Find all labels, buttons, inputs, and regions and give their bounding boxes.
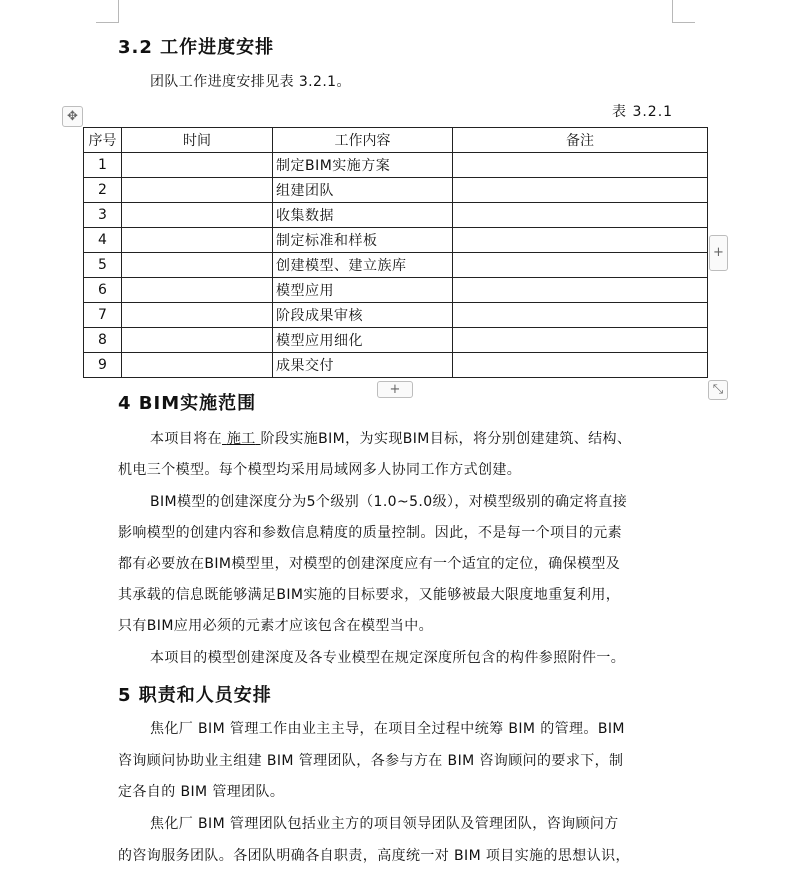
paragraph-line: 咨询顾问协助业主组建 BIM 管理团队，各参与方在 BIM 咨询顾问的要求下，制 (118, 753, 624, 769)
schedule-table (83, 127, 708, 378)
plus-icon: + (389, 382, 401, 397)
paragraph-text: 本项目将在 (150, 431, 222, 447)
paragraph-line: 焦化厂 BIM 管理团队包括业主方的项目领导团队及管理团队，咨询顾问方 (150, 816, 619, 832)
row-number[interactable]: 5 (84, 253, 122, 278)
time-cell[interactable] (122, 253, 273, 278)
row-number[interactable]: 9 (84, 353, 122, 378)
section-heading-3-2: 3.2 工作进度安排 (118, 37, 275, 58)
time-cell[interactable] (122, 353, 273, 378)
table-row (84, 253, 708, 278)
paragraph-line: 定各自的 BIM 管理团队。 (118, 784, 285, 800)
paragraph-line: BIM模型的创建深度分为5个级别（1.0~5.0级），对模型级别的确定将直接 (150, 494, 628, 510)
table-header-row (84, 128, 708, 153)
paragraph-line: 机电三个模型。每个模型均采用局域网多人协同工作方式创建。 (118, 462, 522, 478)
header-cell: 工作内容 (273, 128, 453, 153)
row-number[interactable]: 6 (84, 278, 122, 303)
time-cell[interactable] (122, 303, 273, 328)
time-cell[interactable] (122, 328, 273, 353)
work-content-cell[interactable]: 模型应用细化 (273, 328, 453, 353)
time-cell[interactable] (122, 278, 273, 303)
note-cell[interactable] (453, 153, 708, 178)
work-content-cell[interactable]: 制定标准和样板 (273, 228, 453, 253)
table-move-handle-icon[interactable]: ✥ (62, 106, 83, 127)
paragraph-line (150, 428, 631, 448)
note-cell[interactable] (453, 203, 708, 228)
note-cell[interactable] (453, 178, 708, 203)
work-content-cell[interactable]: 阶段成果审核 (273, 303, 453, 328)
row-number[interactable]: 4 (84, 228, 122, 253)
row-number[interactable]: 8 (84, 328, 122, 353)
paragraph-line: 只有BIM应用必须的元素才应该包含在模型当中。 (118, 618, 434, 634)
table-row (84, 203, 708, 228)
work-content-cell[interactable]: 模型应用 (273, 278, 453, 303)
note-cell[interactable] (453, 278, 708, 303)
row-number[interactable]: 3 (84, 203, 122, 228)
work-content-cell[interactable]: 创建模型、建立族库 (273, 253, 453, 278)
header-cell: 备注 (453, 128, 708, 153)
add-row-button[interactable] (377, 381, 413, 398)
table-caption: 表 3.2.1 (612, 104, 674, 120)
work-content-cell[interactable]: 收集数据 (273, 203, 453, 228)
time-cell[interactable] (122, 153, 273, 178)
table-row (84, 353, 708, 378)
blank-value: 施工 (226, 431, 256, 447)
work-content-cell[interactable]: 成果交付 (273, 353, 453, 378)
note-cell[interactable] (453, 303, 708, 328)
work-content-cell[interactable]: 制定BIM实施方案 (273, 153, 453, 178)
paragraph-line: 的咨询服务团队。各团队明确各自职责，高度统一对 BIM 项目实施的思想认识， (118, 848, 630, 864)
table-row (84, 278, 708, 303)
table-row (84, 228, 708, 253)
paragraph-line: 都有必要放在BIM模型里，对模型的创建深度应有一个适宜的定位，确保模型及 (118, 556, 621, 572)
page-corner-mark-left (96, 0, 119, 23)
header-cell: 序号 (84, 128, 122, 153)
row-number[interactable]: 7 (84, 303, 122, 328)
paragraph-line: 本项目的模型创建深度及各专业模型在规定深度所包含的构件参照附件一。 (150, 650, 626, 666)
table-row (84, 153, 708, 178)
header-cell: 时间 (122, 128, 273, 153)
work-content-cell[interactable]: 组建团队 (273, 178, 453, 203)
plus-icon: + (713, 245, 724, 260)
note-cell[interactable] (453, 328, 708, 353)
note-cell[interactable] (453, 228, 708, 253)
section-intro: 团队工作进度安排见表 3.2.1。 (150, 74, 351, 90)
paragraph-line: 焦化厂 BIM 管理工作由业主主导，在项目全过程中统筹 BIM 的管理。BIM (150, 721, 625, 737)
table-row (84, 178, 708, 203)
section-heading-5: 5 职责和人员安排 (118, 685, 272, 706)
section-heading-4: 4 BIM实施范围 (118, 393, 257, 414)
table-row (84, 303, 708, 328)
table-row (84, 328, 708, 353)
paragraph-text: 阶段实施BIM，为实现BIM目标，将分别创建建筑、结构、 (260, 431, 632, 447)
row-number[interactable]: 2 (84, 178, 122, 203)
paragraph-line: 其承载的信息既能够满足BIM实施的目标要求，又能够被最大限度地重复利用， (118, 587, 621, 603)
time-cell[interactable] (122, 203, 273, 228)
add-column-button[interactable] (709, 235, 728, 271)
page-corner-mark-right (672, 0, 695, 23)
note-cell[interactable] (453, 253, 708, 278)
time-cell[interactable] (122, 228, 273, 253)
paragraph-line: 影响模型的创建内容和参数信息精度的质量控制。因此，不是每一个项目的元素 (118, 525, 622, 541)
row-number[interactable]: 1 (84, 153, 122, 178)
underlined-blank (222, 431, 261, 447)
table-resize-handle-icon[interactable]: ⤡ (708, 380, 728, 400)
note-cell[interactable] (453, 353, 708, 378)
time-cell[interactable] (122, 178, 273, 203)
